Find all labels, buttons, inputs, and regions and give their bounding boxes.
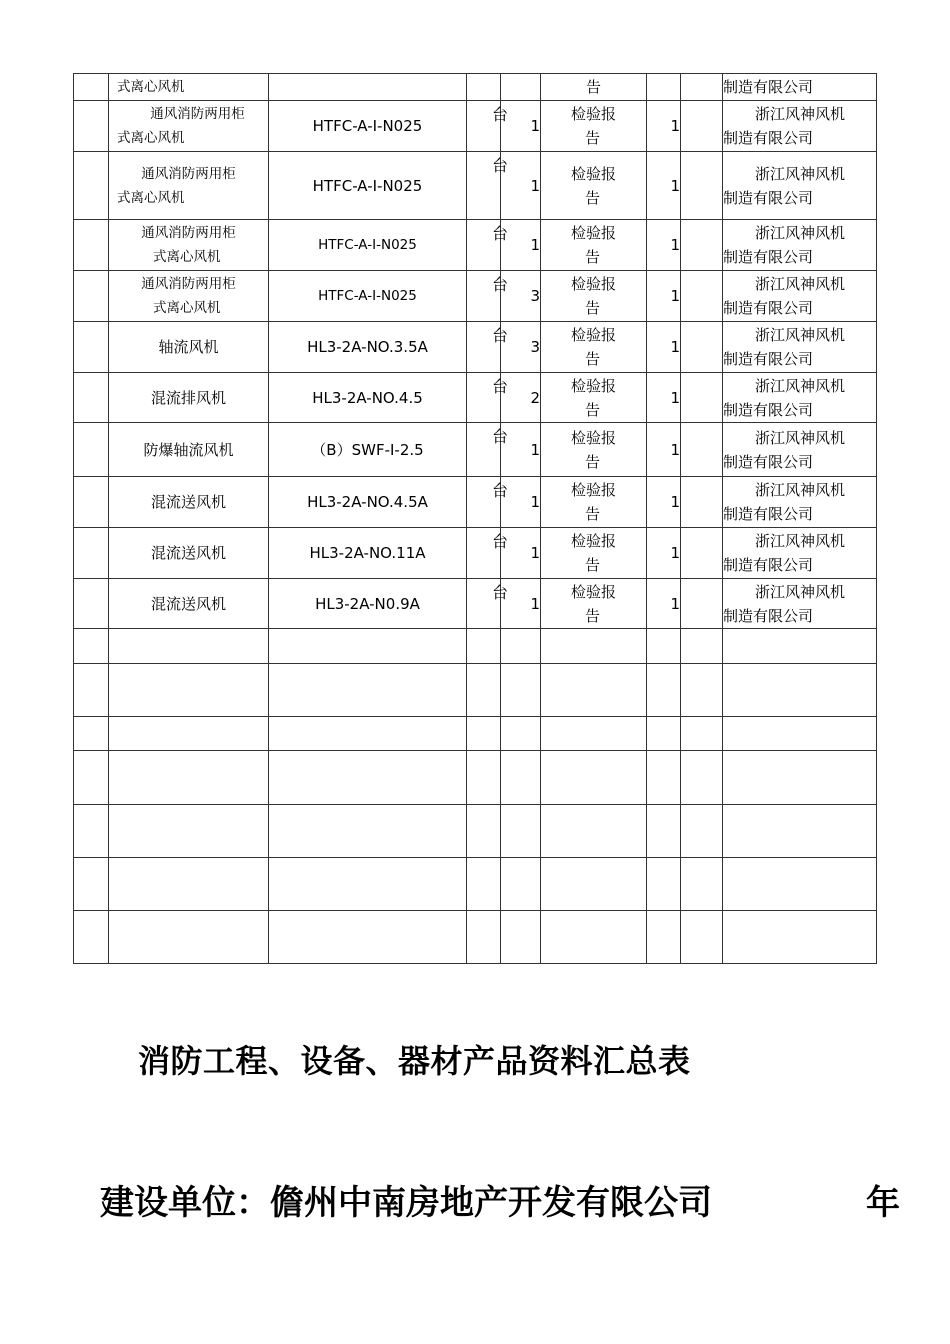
document-cell (541, 579, 647, 629)
doc-line-1: 检验报 (570, 164, 616, 183)
unit-cell (467, 271, 509, 322)
doc-line-1: 检验报 (570, 326, 616, 344)
copies-cell: 1 (647, 528, 681, 579)
doc-line-1: 检验报 (570, 582, 616, 601)
empty-row (74, 717, 877, 751)
model-cell: HTFC-A-I-N025 (269, 220, 467, 271)
unit-cell (467, 477, 509, 528)
copies-cell: 1 (647, 152, 681, 220)
empty-row (74, 664, 877, 717)
name-line-1: 通风消防两用柜 (150, 106, 245, 122)
empty-row (74, 751, 877, 805)
equipment-name-cell (109, 220, 269, 271)
index-cell (74, 477, 109, 528)
unit-text: 台 (492, 275, 509, 294)
maker-line-1: 浙江风神风机 (755, 376, 846, 395)
unit-text: 台 (492, 532, 509, 551)
model-cell: HL3-2A-NO.11A (269, 528, 467, 579)
name-line-2: 式离心风机 (153, 300, 221, 316)
manufacturer-cell (723, 373, 877, 423)
maker-line-1: 浙江风神风机 (755, 481, 846, 499)
unit-text: 台 (492, 105, 509, 124)
doc-line-1: 检验报 (570, 376, 616, 395)
doc-line-2: 告 (585, 606, 601, 625)
quantity-cell: 1 (501, 152, 541, 220)
maker-line-2: 制造有限公司 (723, 400, 814, 419)
document-cell (541, 528, 647, 579)
name-line-2: 式离心风机 (117, 130, 185, 146)
index-cell (74, 101, 109, 152)
maker-line-2: 制造有限公司 (723, 129, 814, 147)
maker-line-1: 浙江风神风机 (755, 326, 846, 344)
doc-line-1: 检验报 (570, 224, 616, 242)
doc-line-2: 告 (585, 248, 601, 266)
copies-cell: 1 (647, 477, 681, 528)
quantity-cell: 1 (501, 101, 541, 152)
blank-cell (681, 579, 723, 629)
blank-cell (681, 373, 723, 423)
unit-cell (467, 74, 501, 101)
index-cell (74, 74, 109, 101)
document-cell (541, 271, 647, 322)
quantity-cell: 1 (501, 220, 541, 271)
maker-line-2: 制造有限公司 (723, 505, 814, 523)
blank-cell (681, 101, 723, 152)
blank-cell (681, 528, 723, 579)
doc-line-2: 告 (585, 556, 601, 574)
year-label: 年 (866, 1183, 900, 1223)
construction-unit-line: 建设单位：儋州中南房地产开发有限公司 (100, 1183, 712, 1223)
table-row (74, 220, 877, 271)
manufacturer-cell (723, 579, 877, 629)
document-cell (541, 322, 647, 373)
blank-cell (681, 152, 723, 220)
equipment-name-cell (109, 152, 269, 220)
equipment-name-cell: 混流送风机 (109, 477, 269, 528)
maker-line-1: 浙江风神风机 (755, 532, 846, 550)
table-row (74, 528, 877, 579)
empty-row (74, 805, 877, 858)
model-cell (269, 74, 467, 101)
maker-line-2: 制造有限公司 (723, 299, 814, 317)
unit-text: 台 (492, 156, 509, 175)
maker-line-2: 制造有限公司 (723, 248, 814, 266)
document-cell (541, 477, 647, 528)
blank-cell (681, 74, 723, 101)
model-cell: HL3-2A-NO.3.5A (269, 322, 467, 373)
equipment-name-cell: 轴流风机 (109, 322, 269, 373)
empty-row (74, 911, 877, 964)
index-cell (74, 528, 109, 579)
index-cell (74, 271, 109, 322)
quantity-cell (501, 74, 541, 101)
index-cell (74, 579, 109, 629)
doc-line-2: 告 (585, 452, 601, 471)
equipment-name-cell (109, 101, 269, 152)
doc-line-2: 告 (585, 188, 601, 207)
maker-line-2: 制造有限公司 (723, 350, 814, 368)
doc-line-2: 告 (585, 400, 601, 419)
blank-cell (681, 322, 723, 373)
manufacturer-cell (723, 220, 877, 271)
empty-row (74, 629, 877, 664)
document-cell (541, 152, 647, 220)
unit-text: 台 (492, 481, 509, 500)
unit-cell (467, 528, 509, 579)
document-cell: 告 (541, 74, 647, 101)
index-cell (74, 373, 109, 423)
model-cell: HTFC-A-I-N025 (269, 101, 467, 152)
copies-cell (647, 74, 681, 101)
name-line-1: 通风消防两用柜 (141, 165, 236, 182)
quantity-cell: 2 (501, 373, 541, 423)
index-cell (74, 322, 109, 373)
quantity-cell: 1 (501, 579, 541, 629)
document-cell (541, 101, 647, 152)
unit-text: 台 (492, 326, 509, 345)
name-line-1: 通风消防两用柜 (141, 276, 236, 292)
table-row (74, 579, 877, 629)
quantity-cell: 1 (501, 528, 541, 579)
unit-text: 台 (492, 224, 509, 243)
table-row (74, 373, 877, 423)
manufacturer-cell (723, 152, 877, 220)
manufacturer-cell (723, 271, 877, 322)
maker-line-1: 浙江风神风机 (755, 224, 846, 242)
unit-cell (467, 423, 509, 477)
maker-line-2: 制造有限公司 (723, 452, 814, 471)
index-cell (74, 220, 109, 271)
maker-line-2: 制造有限公司 (723, 188, 814, 207)
blank-cell (681, 220, 723, 271)
product-records-table (73, 73, 877, 964)
unit-cell (467, 579, 509, 629)
document-cell (541, 423, 647, 477)
manufacturer-cell (723, 423, 877, 477)
quantity-cell: 3 (501, 271, 541, 322)
unit-text: 台 (492, 377, 509, 396)
copies-cell: 1 (647, 373, 681, 423)
manufacturer-cell (723, 101, 877, 152)
quantity-cell: 1 (501, 477, 541, 528)
document-cell (541, 220, 647, 271)
copies-cell: 1 (647, 101, 681, 152)
copies-cell: 1 (647, 220, 681, 271)
maker-line-1: 浙江风神风机 (755, 582, 846, 601)
model-cell: HL3-2A-NO.4.5 (269, 373, 467, 423)
model-cell: HL3-2A-N0.9A (269, 579, 467, 629)
doc-line-2: 告 (585, 129, 601, 147)
doc-line-1: 检验报 (570, 481, 616, 499)
empty-row (74, 858, 877, 911)
doc-line-1: 检验报 (570, 428, 616, 447)
equipment-name-cell: 式离心风机 (109, 74, 269, 101)
name-line-1: 通风消防两用柜 (141, 225, 236, 241)
equipment-name-cell: 混流送风机 (109, 528, 269, 579)
table-row (74, 477, 877, 528)
equipment-name-cell: 混流排风机 (109, 373, 269, 423)
maker-line-2: 制造有限公司 (723, 556, 814, 574)
index-cell (74, 423, 109, 477)
doc-line-2: 告 (585, 505, 601, 523)
maker-line-1: 浙江风神风机 (755, 275, 846, 293)
doc-line-2: 告 (585, 299, 601, 317)
manufacturer-cell (723, 477, 877, 528)
model-cell: （B）SWF-I-2.5 (269, 423, 467, 477)
maker-line-1: 浙江风神风机 (755, 428, 846, 447)
table-row (74, 152, 877, 220)
manufacturer-cell (723, 528, 877, 579)
unit-cell (467, 220, 509, 271)
quantity-cell: 3 (501, 322, 541, 373)
unit-cell (467, 322, 509, 373)
name-line-2: 式离心风机 (153, 249, 221, 265)
doc-line-1: 检验报 (570, 275, 616, 293)
copies-cell: 1 (647, 322, 681, 373)
copies-cell: 1 (647, 423, 681, 477)
model-cell: HTFC-A-I-N025 (269, 271, 467, 322)
maker-line-1: 浙江风神风机 (755, 164, 846, 183)
copies-cell: 1 (647, 271, 681, 322)
table-row (74, 423, 877, 477)
doc-line-2: 告 (585, 350, 601, 368)
unit-cell (467, 373, 509, 423)
unit-cell (467, 101, 509, 152)
unit-cell (467, 152, 509, 220)
quantity-cell: 1 (501, 423, 541, 477)
equipment-name-cell: 混流送风机 (109, 579, 269, 629)
manufacturer-cell (723, 322, 877, 373)
manufacturer-cell: 制造有限公司 (723, 74, 877, 101)
blank-cell (681, 423, 723, 477)
model-cell: HL3-2A-NO.4.5A (269, 477, 467, 528)
maker-line-1: 浙江风神风机 (755, 105, 846, 123)
table-row (74, 271, 877, 322)
doc-line-1: 检验报 (570, 105, 616, 123)
table-row (74, 101, 877, 152)
table-row (74, 74, 877, 101)
equipment-name-cell (109, 271, 269, 322)
model-cell: HTFC-A-I-N025 (269, 152, 467, 220)
document-cell (541, 373, 647, 423)
doc-line-1: 检验报 (570, 532, 616, 550)
page-title: 消防工程、设备、器材产品资料汇总表 (138, 1042, 691, 1080)
table-row (74, 322, 877, 373)
unit-text: 台 (492, 583, 509, 602)
equipment-name-cell: 防爆轴流风机 (109, 423, 269, 477)
name-line-2: 式离心风机 (117, 189, 185, 206)
index-cell (74, 152, 109, 220)
blank-cell (681, 271, 723, 322)
copies-cell: 1 (647, 579, 681, 629)
maker-line-2: 制造有限公司 (723, 606, 814, 625)
unit-text: 台 (492, 427, 509, 446)
blank-cell (681, 477, 723, 528)
